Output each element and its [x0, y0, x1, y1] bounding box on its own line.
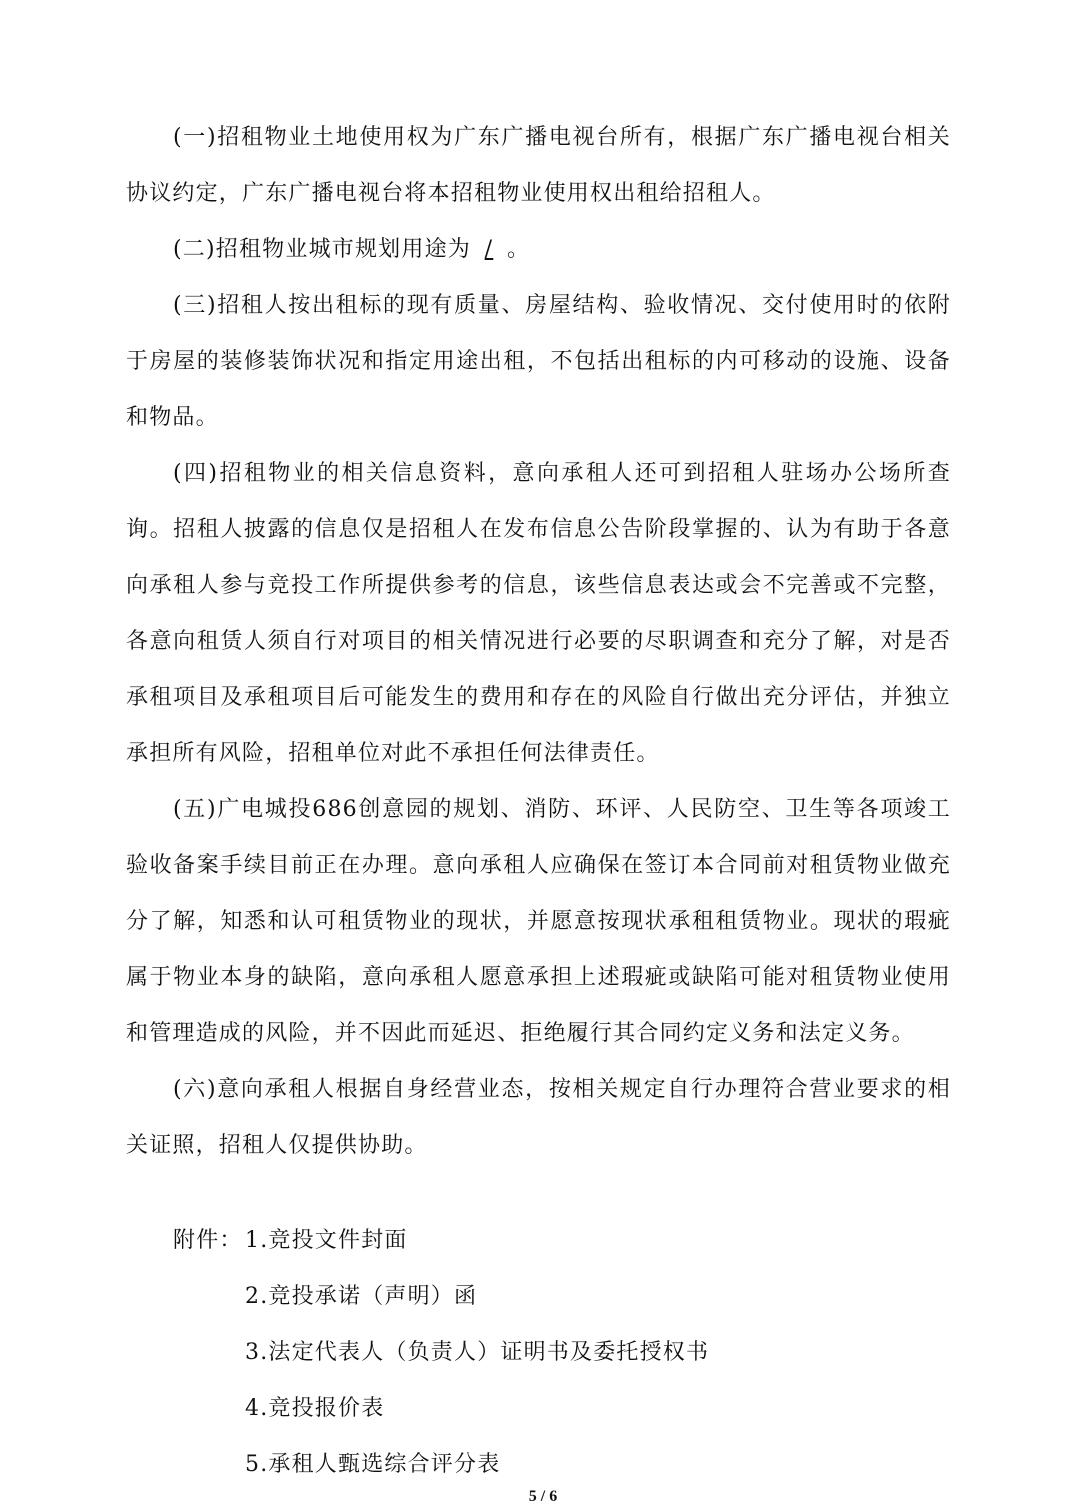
attachment-row [173, 1437, 709, 1493]
paragraph-4: (四)招租物业的相关信息资料，意向承租人还可到招租人驻场办公场所查询。招租人披露的信息仅是招租人在发布信息公告阶段掌握的、认为有助于各意向承租人参与竞投工作所提供参考的信息，该些信息表达或会不完善或不完整，各意向租赁人须自行对项目的相关情况进行必要的尽职调查和充分了解，对是否承租项目及承租项目后可能发生的费用和存在的风险自行做出充分评估，并独立承担所有风险，招租单位对此不承担任何法律责任。 [126, 461, 951, 766]
attachment-row [173, 1213, 709, 1269]
paragraph-2-end: 。 [506, 237, 531, 262]
paragraph-2-text: (二)招租物业城市规划用途为 [173, 237, 471, 262]
attachment-item: 4.竞投报价表 [245, 1396, 385, 1421]
attachments-list [173, 1213, 709, 1493]
paragraph-3: (三)招租人按出租标的现有质量、房屋结构、验收情况、交付使用时的依附于房屋的装修装饰状况和指定用途出租，不包括出租标的内可移动的设施、设备和物品。 [126, 293, 951, 430]
attachment-item: 3.法定代表人（负责人）证明书及委托授权书 [245, 1340, 710, 1365]
paragraph-1: (一)招租物业土地使用权为广东广播电视台所有，根据广东广播电视台相关协议约定，广东广播电视台将本招租物业使用权出租给招租人。 [126, 125, 951, 206]
attachment-row [173, 1269, 709, 1325]
page-number: 5 / 6 [528, 1488, 558, 1505]
attachment-item: 2.竞投承诺（声明）函 [245, 1284, 478, 1309]
paragraph-2 [126, 222, 951, 278]
paragraph-5: (五)广电城投686创意园的规划、消防、环评、人民防空、卫生等各项竣工验收备案手续目前正在办理。意向承租人应确保在签订本合同前对租赁物业做充分了解，知悉和认可租赁物业的现状，并愿意按现状承租租赁物业。现状的瑕疵属于物业本身的缺陷，意向承租人愿意承担上述瑕疵或缺陷可能对租赁物业使用和管理造成的风险，并不因此而延迟、拒绝履行其合同约定义务和法定义务。 [126, 797, 951, 1046]
attachment-item: 1.竞投文件封面 [245, 1228, 408, 1253]
body-text [126, 110, 951, 1174]
attachment-row [173, 1381, 709, 1437]
planning-use-blank: / [484, 237, 494, 262]
attachment-item: 5.承租人甄选综合评分表 [245, 1452, 501, 1477]
paragraph-6: (六)意向承租人根据自身经营业态，按相关规定自行办理符合营业要求的相关证照，招租人仅提供协助。 [126, 1077, 951, 1158]
attachments-label: 附件： [173, 1228, 243, 1253]
attachment-row [173, 1325, 709, 1381]
